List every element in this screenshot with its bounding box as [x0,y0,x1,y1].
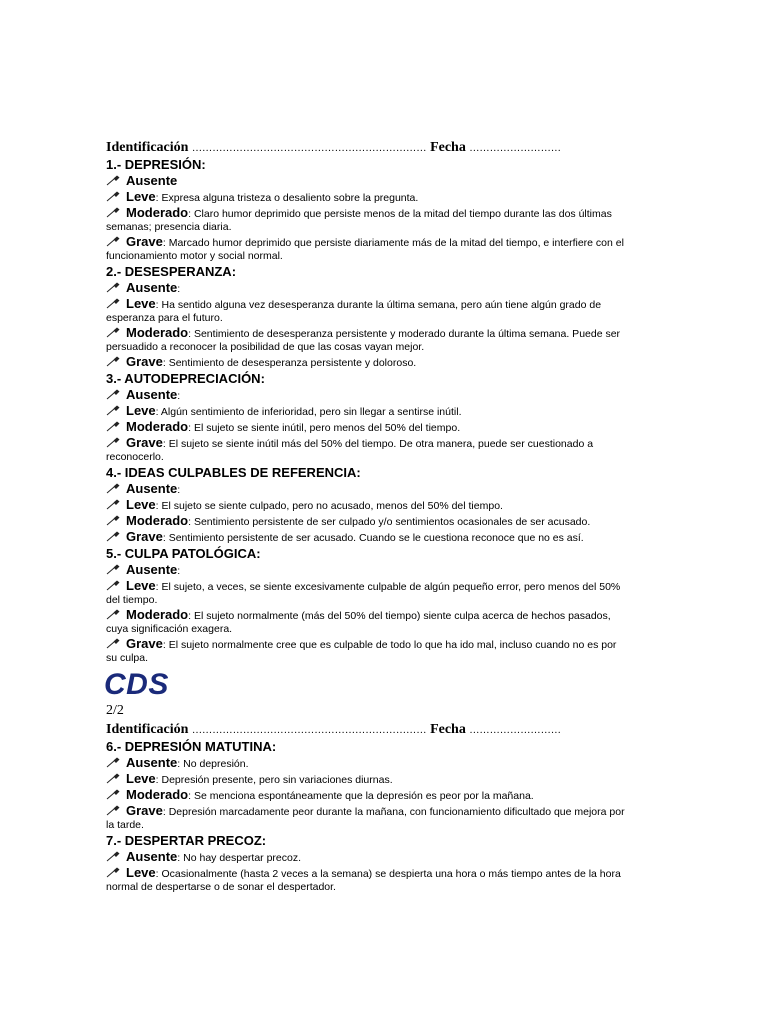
date-field: ……………………… [469,725,562,736]
severity-item-grave [106,235,628,263]
severity-level: Ausente [126,755,178,770]
separator: : [188,610,192,622]
separator: : [188,328,192,340]
pushpin-icon [106,867,120,878]
pushpin-icon [106,437,120,448]
pushpin-icon [106,531,120,542]
severity-description: Ocasionalmente (hasta 2 veces a la semana) se despierta una hora o más tiempo antes de la hora normal de despertarse o de sonar el despertador. [106,868,621,893]
severity-level: Moderado [126,419,189,434]
pushpin-icon [106,389,120,400]
separator: : [155,581,159,593]
severity-item-ausente [106,756,628,771]
separator: : [155,406,159,418]
separator: : [162,438,166,450]
severity-description: El sujeto, a veces, se siente excesivamente culpable de algún pequeño error, pero menos del 50% del tiempo. [106,581,621,606]
pushpin-icon [106,851,120,862]
sections-page-1 [106,157,628,665]
pushpin-icon [106,356,120,367]
severity-description: El sujeto se siente culpado, pero no acusado, menos del 50% del tiempo. [158,500,503,512]
identification-field: …………………………………………………………… [191,725,427,736]
separator: : [177,283,181,295]
severity-level: Ausente [126,562,178,577]
severity-level: Ausente [126,387,178,402]
severity-item-grave [106,637,628,665]
separator: : [177,390,181,402]
pushpin-icon [106,580,120,591]
separator: : [155,500,159,512]
separator: : [162,357,166,369]
identification-label: Identificación [106,140,189,155]
severity-item-ausente [106,482,628,497]
severity-level: Leve [126,578,156,593]
severity-description: Ha sentido alguna vez desesperanza durante la última semana, pero aún tiene algún grado de esperanza para el futuro. [106,299,602,324]
severity-item-ausente [106,281,628,296]
severity-level: Ausente [126,280,178,295]
pushpin-icon [106,421,120,432]
severity-level: Ausente [126,849,178,864]
pushpin-icon [106,282,120,293]
severity-description: El sujeto normalmente cree que es culpable de todo lo que ha ido mal, incluso cuando no es por su culpa. [106,639,617,664]
severity-description: El sujeto se siente inútil más del 50% del tiempo. De otra manera, puede ser cuestionado a reconocerlo. [106,438,594,463]
separator: : [162,639,166,651]
identification-header [106,139,628,157]
severity-level: Leve [126,296,156,311]
severity-description: El sujeto normalmente (más del 50% del tiempo) siente culpa acerca de hechos pasados, cuya significación exagera. [106,610,611,635]
pushpin-icon [106,327,120,338]
pushpin-icon [106,191,120,202]
section-title: 1.- DEPRESIÓN: [106,157,206,172]
severity-item-grave [106,530,628,545]
severity-item-leve [106,190,628,205]
severity-item-ausente [106,850,628,865]
severity-level: Grave [126,803,163,818]
severity-item-leve [106,772,628,787]
severity-item-moderado [106,514,628,529]
section-title: 2.- DESESPERANZA: [106,264,237,279]
severity-level: Ausente [126,481,178,496]
severity-level: Grave [126,636,163,651]
severity-description: Marcado humor deprimido que persiste diariamente más de la mitad del tiempo, e interfiere con el funcionamiento motor y social normal. [106,237,624,262]
section-title: 6.- DEPRESIÓN MATUTINA: [106,739,277,754]
pushpin-icon [106,298,120,309]
page-number: 2/2 [106,703,124,718]
severity-item-moderado [106,420,628,435]
pushpin-icon [106,236,120,247]
separator: : [177,484,181,496]
severity-level: Grave [126,354,163,369]
separator: : [155,192,159,204]
severity-description: Sentimiento de desesperanza persistente y moderado durante la última semana. Puede ser persuadido a reconocer la posibilidad de que las cosas vayan mejor. [106,328,621,353]
identification-field: …………………………………………………………… [191,143,427,154]
severity-item-moderado [106,206,628,234]
severity-item-moderado [106,326,628,354]
severity-level: Leve [126,189,156,204]
severity-level: Leve [126,403,156,418]
separator: : [188,422,192,434]
severity-description: Depresión marcadamente peor durante la mañana, con funcionamiento dificultado que mejora por la tarde. [106,806,625,831]
separator: : [177,852,181,864]
date-label: Fecha [430,722,466,737]
pushpin-icon [106,564,120,575]
severity-level: Grave [126,435,163,450]
separator: : [188,208,192,220]
severity-item-leve [106,498,628,513]
severity-level: Leve [126,771,156,786]
date-label: Fecha [430,140,466,155]
separator: : [162,237,166,249]
severity-description: Depresión presente, pero sin variaciones diurnas. [158,774,393,786]
cds-logo: CDS [104,668,169,701]
severity-level: Leve [126,497,156,512]
pushpin-icon [106,499,120,510]
sections-page-2 [106,739,628,894]
separator: : [155,868,159,880]
severity-description: Expresa alguna tristeza o desaliento sobre la pregunta. [158,192,419,204]
separator: : [162,806,166,818]
severity-description: Sentimiento persistente de ser culpado y/o sentimientos ocasionales de ser acusado. [191,516,591,528]
severity-item-ausente [106,388,628,403]
severity-description: Sentimiento de desesperanza persistente y doloroso. [165,357,417,369]
severity-item-ausente [106,563,628,578]
pushpin-icon [106,757,120,768]
date-field: ……………………… [469,143,562,154]
pushpin-icon [106,483,120,494]
severity-item-moderado [106,608,628,636]
severity-level: Moderado [126,205,189,220]
severity-item-leve [106,404,628,419]
severity-item-ausente [106,174,628,189]
severity-item-leve [106,297,628,325]
identification-label: Identificación [106,722,189,737]
pushpin-icon [106,405,120,416]
severity-item-leve [106,579,628,607]
severity-level: Grave [126,529,163,544]
pushpin-icon [106,175,120,186]
separator: : [155,774,159,786]
severity-item-leve [106,866,628,894]
pushpin-icon [106,515,120,526]
severity-level: Moderado [126,787,189,802]
section-title: 4.- IDEAS CULPABLES DE REFERENCIA: [106,465,361,480]
severity-level: Grave [126,234,163,249]
separator: : [188,516,192,528]
document [106,139,628,895]
section-title: 5.- CULPA PATOLÓGICA: [106,546,261,561]
identification-header-2 [106,721,628,739]
pushpin-icon [106,789,120,800]
separator: : [188,790,192,802]
separator: : [155,299,159,311]
severity-level: Leve [126,865,156,880]
severity-description: El sujeto se siente inútil, pero menos del 50% del tiempo. [191,422,461,434]
severity-description: Sentimiento persistente de ser acusado. Cuando se le cuestiona reconoce que no es así. [165,532,584,544]
severity-item-grave [106,804,628,832]
severity-description: No depresión. [180,758,249,770]
pushpin-icon [106,609,120,620]
severity-level: Ausente [126,173,178,188]
severity-description: No hay despertar precoz. [180,852,302,864]
severity-item-moderado [106,788,628,803]
severity-level: Moderado [126,607,189,622]
severity-level: Moderado [126,325,189,340]
separator: : [162,532,166,544]
severity-item-grave [106,436,628,464]
pushpin-icon [106,773,120,784]
pushpin-icon [106,207,120,218]
severity-description: Claro humor deprimido que persiste menos de la mitad del tiempo durante las dos últimas semanas; presencia diaria. [106,208,612,233]
separator: : [177,758,181,770]
severity-item-grave [106,355,628,370]
section-title: 7.- DESPERTAR PRECOZ: [106,833,267,848]
severity-description: Se menciona espontáneamente que la depresión es peor por la mañana. [191,790,534,802]
severity-level: Moderado [126,513,189,528]
pushpin-icon [106,638,120,649]
separator: : [177,565,181,577]
severity-description: Algún sentimiento de inferioridad, pero sin llegar a sentirse inútil. [158,406,462,418]
section-title: 3.- AUTODEPRECIACIÓN: [106,371,265,386]
pushpin-icon [106,805,120,816]
